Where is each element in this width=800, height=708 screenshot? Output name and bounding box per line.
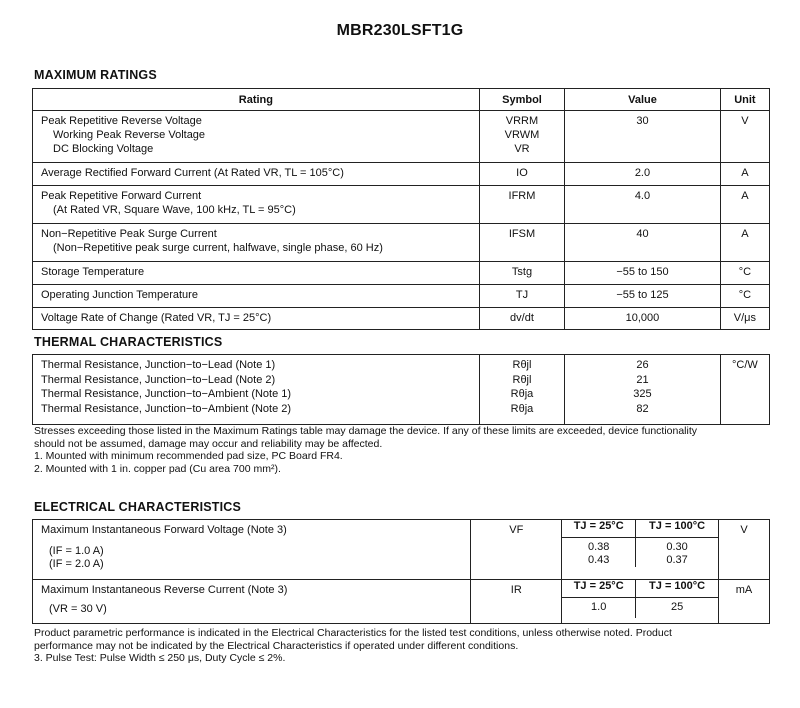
value-cell: 2.0 <box>565 163 721 186</box>
symbol-cell: Tstg <box>479 262 564 285</box>
max-ratings-table <box>32 88 770 330</box>
symbol-cell: TJ <box>479 285 564 308</box>
col-header-100c: TJ = 100°C <box>636 520 718 538</box>
thermal-heading: THERMAL CHARACTERISTICS <box>34 335 223 349</box>
value-text: 325 <box>633 388 652 400</box>
value-100c: 25 <box>636 598 718 619</box>
values-cell <box>562 520 719 580</box>
rating-text: Peak Repetitive Reverse Voltage <box>41 115 202 127</box>
col-header-25c: TJ = 25°C <box>562 580 635 598</box>
values-cell <box>562 580 719 624</box>
table-row <box>33 163 770 186</box>
rating-cell: Average Rectified Forward Current (At Rated VR, TL = 105°C) <box>33 163 480 186</box>
electrical-notes <box>34 627 774 665</box>
col-header-25c: TJ = 25°C <box>562 520 635 538</box>
parameter-name: Maximum Instantaneous Reverse Current (Note 3) <box>41 584 288 596</box>
value-cell: 4.0 <box>565 186 721 224</box>
table-row <box>33 520 770 580</box>
unit-cell: V <box>720 111 769 163</box>
unit-cell: A <box>720 224 769 262</box>
symbol-cell: IO <box>479 163 564 186</box>
value-text: 82 <box>636 402 649 415</box>
value-text: 0.37 <box>666 554 688 566</box>
unit-cell: V/μs <box>720 308 769 330</box>
note-text: Stresses exceeding those listed in the Maximum Ratings table may damage the device. If any of these limits are exceeded, device functionality <box>34 425 698 437</box>
note-text: 1. Mounted with minimum recommended pad size, PC Board FR4. <box>34 450 343 462</box>
value-25c <box>562 538 635 568</box>
value-text: 26 <box>636 359 649 371</box>
table-row <box>33 580 770 624</box>
values-subtable <box>562 580 718 618</box>
symbol-cell <box>479 355 564 425</box>
unit-cell: °C <box>720 262 769 285</box>
symbol-text: Rθja <box>510 388 534 400</box>
condition-text: (IF = 1.0 A) <box>49 545 104 557</box>
rating-cell <box>33 186 480 224</box>
parameter-name: Maximum Instantaneous Forward Voltage (Note 3) <box>41 524 287 536</box>
document-title: MBR230LSFT1G <box>336 22 464 39</box>
note-text: Product parametric performance is indicated in the Electrical Characteristics for the listed test conditions, unless otherwise noted. Product <box>34 627 672 639</box>
symbol-text: VR <box>514 143 530 155</box>
rating-cell: Voltage Rate of Change (Rated VR, TJ = 25°C) <box>33 308 480 330</box>
maximum-ratings-notes <box>34 425 774 475</box>
rating-text: (At Rated VR, Square Wave, 100 kHz, TL = 95°C) <box>53 204 296 216</box>
symbol-cell <box>479 111 564 163</box>
condition-text: (IF = 2.0 A) <box>49 558 104 570</box>
value-cell: −55 to 125 <box>565 285 721 308</box>
rating-text: (Non−Repetitive peak surge current, halfwave, single phase, 60 Hz) <box>53 242 383 254</box>
table-row <box>33 285 770 308</box>
electrical-heading: ELECTRICAL CHARACTERISTICS <box>34 500 242 514</box>
symbol-cell: IFRM <box>479 186 564 224</box>
value-100c <box>636 538 718 568</box>
rating-cell <box>33 224 480 262</box>
value-text: 21 <box>636 373 649 386</box>
symbol-cell: IFSM <box>479 224 564 262</box>
table-row <box>33 186 770 224</box>
header-unit: Unit <box>720 89 769 111</box>
value-cell <box>565 355 721 425</box>
note-text: should not be assumed, damage may occur and reliability may be affected. <box>34 437 383 450</box>
rating-cell <box>33 111 480 163</box>
rating-text: Thermal Resistance, Junction−to−Lead (Note 1) <box>41 359 276 371</box>
symbol-text: VRWM <box>504 129 540 141</box>
parameter-cell <box>33 580 471 624</box>
table-row <box>33 308 770 330</box>
rating-cell <box>33 355 480 425</box>
max-ratings-heading: MAXIMUM RATINGS <box>34 68 157 82</box>
electrical-table <box>32 519 770 624</box>
unit-cell: A <box>720 163 769 186</box>
value-cell: 40 <box>565 224 721 262</box>
values-subtable <box>562 520 718 567</box>
rating-text: Thermal Resistance, Junction−to−Ambient (Note 1) <box>41 388 292 400</box>
symbol-text: Rθjl <box>512 373 532 386</box>
unit-cell: mA <box>719 580 770 624</box>
table-row <box>33 111 770 163</box>
value-cell: 30 <box>565 111 721 163</box>
rating-text: Non−Repetitive Peak Surge Current <box>41 228 217 240</box>
note-text: 3. Pulse Test: Pulse Width ≤ 250 μs, Duty Cycle ≤ 2%. <box>34 652 286 664</box>
value-25c: 1.0 <box>562 598 635 619</box>
rating-text: Peak Repetitive Forward Current <box>41 190 202 202</box>
symbol-text: Rθjl <box>512 359 532 371</box>
max-ratings-header-row <box>33 89 770 111</box>
symbol-cell: IR <box>471 580 562 624</box>
thermal-table <box>32 354 770 425</box>
table-row <box>33 262 770 285</box>
rating-text: DC Blocking Voltage <box>53 143 154 155</box>
value-text: 0.38 <box>587 541 610 553</box>
value-text: 0.43 <box>587 554 610 566</box>
condition-text: (VR = 30 V) <box>49 603 107 615</box>
parameter-cell <box>33 520 471 580</box>
symbol-cell: VF <box>471 520 562 580</box>
symbol-text: VRRM <box>505 115 539 127</box>
table-row <box>33 224 770 262</box>
symbol-text: Rθja <box>510 402 534 415</box>
rating-text: Working Peak Reverse Voltage <box>53 129 206 141</box>
symbol-cell: dv/dt <box>479 308 564 330</box>
rating-cell: Storage Temperature <box>33 262 480 285</box>
unit-cell: °C/W <box>720 355 769 425</box>
unit-cell: V <box>719 520 770 580</box>
note-text: 2. Mounted with 1 in. copper pad (Cu area 700 mm²). <box>34 462 281 475</box>
note-text: performance may not be indicated by the Electrical Characteristics if operated under different conditions. <box>34 639 519 652</box>
header-rating: Rating <box>33 89 480 111</box>
col-header-100c: TJ = 100°C <box>636 580 718 598</box>
rating-text: Thermal Resistance, Junction−to−Lead (Note 2) <box>41 373 276 386</box>
value-cell: −55 to 150 <box>565 262 721 285</box>
unit-cell: °C <box>720 285 769 308</box>
rating-text: Thermal Resistance, Junction−to−Ambient (Note 2) <box>41 402 292 415</box>
unit-cell: A <box>720 186 769 224</box>
header-symbol: Symbol <box>479 89 564 111</box>
table-row <box>33 355 770 425</box>
rating-cell: Operating Junction Temperature <box>33 285 480 308</box>
value-cell: 10,000 <box>565 308 721 330</box>
header-value: Value <box>565 89 721 111</box>
value-text: 0.30 <box>666 541 688 553</box>
